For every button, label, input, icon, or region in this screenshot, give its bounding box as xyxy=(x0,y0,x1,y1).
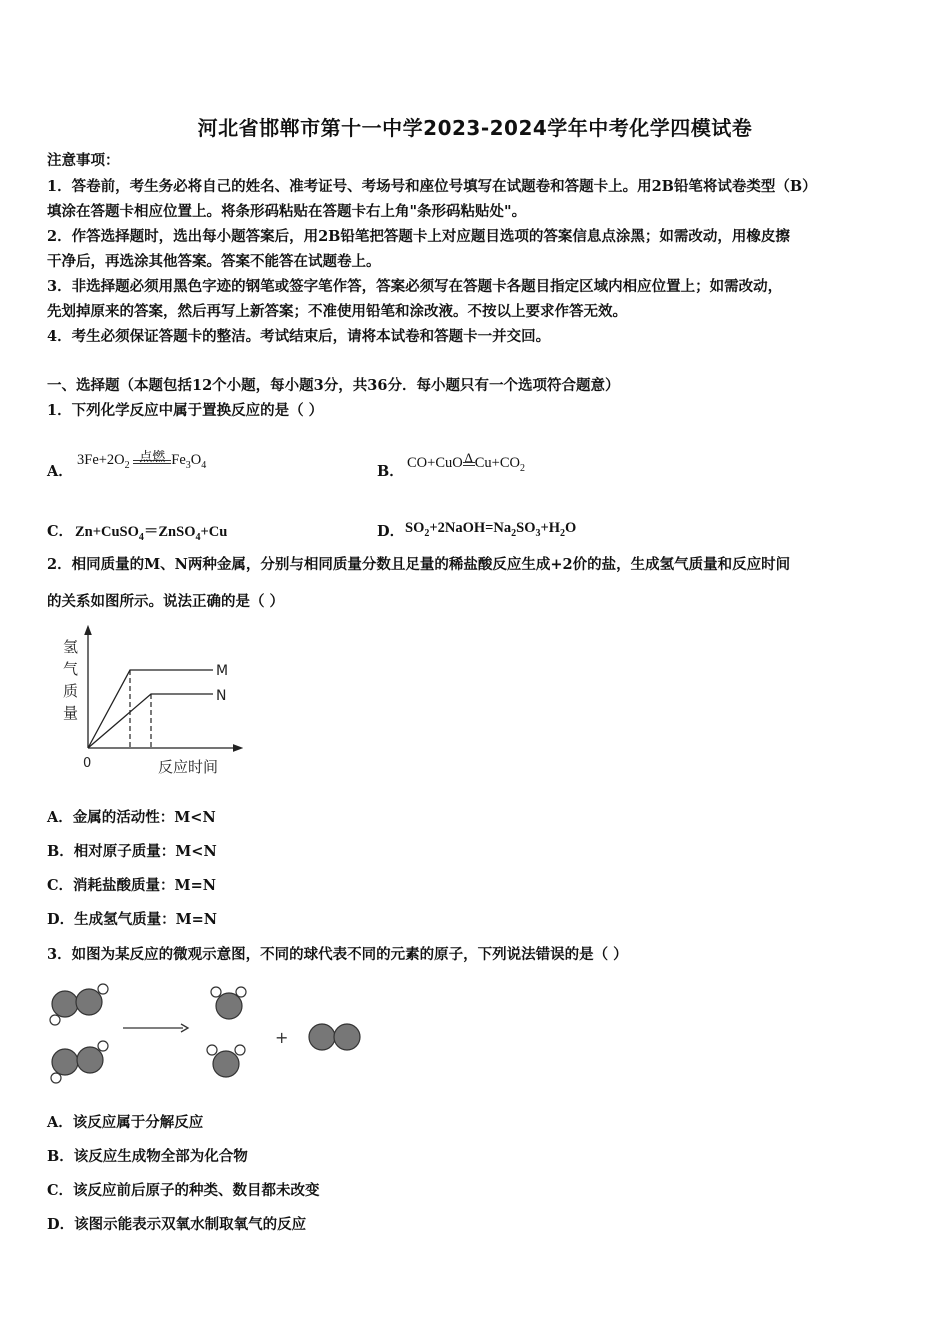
equation-c-part: +Cu xyxy=(200,524,228,540)
question-2-option: D．生成氢气质量：M=N xyxy=(47,911,218,928)
option-label: B． xyxy=(377,463,404,480)
equation-d-part: O xyxy=(565,520,577,536)
plus-sign: + xyxy=(275,1028,289,1047)
molecule-diagram xyxy=(45,978,375,1088)
question-2-stem: 2．相同质量的M、N两种金属，分别与相同质量分数且足量的稀盐酸反应生成+2价的盐，生成氢气质量和反应时间 xyxy=(47,556,791,573)
product-molecule xyxy=(309,1024,360,1050)
series-n-label: N xyxy=(216,688,227,704)
option-label: A． xyxy=(47,463,73,480)
equation-a-condition: 点燃 xyxy=(139,449,166,464)
product-molecule xyxy=(207,1045,245,1077)
option-label: D． xyxy=(377,523,405,540)
notice-line: 先划掉原来的答案，然后再写上新答案；不准使用铅笔和涂改液。不按以上要求作答无效。 xyxy=(47,303,627,320)
question-1-stem: 1．下列化学反应中属于置换反应的是（ ） xyxy=(47,402,324,419)
equation-d-part: +H xyxy=(540,520,561,536)
equation-b: CO+CuO Δ $Cu+CO_2$ xyxy=(407,450,525,474)
notice-line: 1．答卷前，考生务必将自己的姓名、准考证号、考场号和座位号填写在试题卷和答题卡上。用2B铅笔将试卷类型（B） xyxy=(47,178,817,195)
y-axis-label-char: 质 xyxy=(63,682,79,700)
section-heading: 一、选择题（本题包括12个小题，每小题3分，共36分．每小题只有一个选项符合题意） xyxy=(47,377,620,394)
equation-c-part: Zn+CuSO xyxy=(75,524,139,540)
equation-b-condition: Δ xyxy=(464,450,473,465)
y-axis-label-char: 气 xyxy=(63,660,79,678)
reaction-graph xyxy=(55,622,255,782)
equation-d: $SO_2+2NaOH=Na_2SO_3+H_2O$ xyxy=(405,520,577,539)
option-label: C． xyxy=(47,523,74,540)
question-3-option: D．该图示能表示双氧水制取氧气的反应 xyxy=(47,1216,307,1233)
equation-b-right: Cu+CO xyxy=(474,455,520,471)
question-2-option: A．金属的活动性：M<N xyxy=(47,809,216,826)
question-2-stem: 的关系如图所示。说法正确的是（ ） xyxy=(47,593,285,610)
notice-heading: 注意事项： xyxy=(47,152,120,169)
product-molecule xyxy=(211,987,246,1019)
equation-c-part: ＝ZnSO xyxy=(143,524,196,540)
equation-a-left: 3Fe+2O xyxy=(77,452,125,468)
equation-a-right: Fe xyxy=(171,452,186,468)
question-3-stem: 3．如图为某反应的微观示意图，不同的球代表不同的元素的原子，下列说法错误的是（ ） xyxy=(47,946,628,963)
equation-a: $3Fe+2O_2$ 点燃 $Fe_3O_4$ xyxy=(77,452,206,471)
reactant-molecule xyxy=(51,1041,108,1083)
question-3-option: A．该反应属于分解反应 xyxy=(47,1114,204,1131)
question-2-option: C．消耗盐酸质量：M=N xyxy=(47,877,216,894)
origin-label: 0 xyxy=(83,756,92,771)
y-axis-label-char: 量 xyxy=(63,704,79,722)
notice-line: 填涂在答题卡相应位置上。将条形码粘贴在答题卡右上角"条形码粘贴处"。 xyxy=(47,203,527,220)
x-axis-label: 反应时间 xyxy=(158,758,219,776)
question-2-option: B．相对原子质量：M<N xyxy=(47,843,217,860)
series-m-label: M xyxy=(216,663,229,679)
question-3-option: B．该反应生成物全部为化合物 xyxy=(47,1148,248,1165)
equation-c: Zn+CuSO$_4$＝ZnSO$_4$+Cu xyxy=(75,524,228,543)
reactant-molecule xyxy=(50,984,108,1025)
equation-d-part: SO xyxy=(405,520,425,536)
equation-d-part: +2NaOH=Na xyxy=(429,520,512,536)
notice-line: 2．作答选择题时，选出每小题答案后，用2B铅笔把答题卡上对应题目选项的答案信息点涂黑；如需改动，用橡皮擦 xyxy=(47,228,790,245)
notice-line: 4．考生必须保证答题卡的整洁。考试结束后，请将本试卷和答题卡一并交回。 xyxy=(47,328,551,345)
notice-line: 干净后，再选涂其他答案。答案不能答在试题卷上。 xyxy=(47,253,381,270)
notice-line: 3．非选择题必须用黑色字迹的钢笔或签字笔作答，答案必须写在答题卡各题目指定区域内相应位置上；如需改动， xyxy=(47,278,783,295)
y-axis-label-char: 氢 xyxy=(63,638,79,656)
equation-d-part: SO xyxy=(516,520,536,536)
question-3-option: C．该反应前后原子的种类、数目都未改变 xyxy=(47,1182,320,1199)
equation-b-left: CO+CuO xyxy=(407,455,463,471)
page-title: 河北省邯郸市第十一中学2023-2024学年中考化学四模试卷 xyxy=(197,116,753,140)
